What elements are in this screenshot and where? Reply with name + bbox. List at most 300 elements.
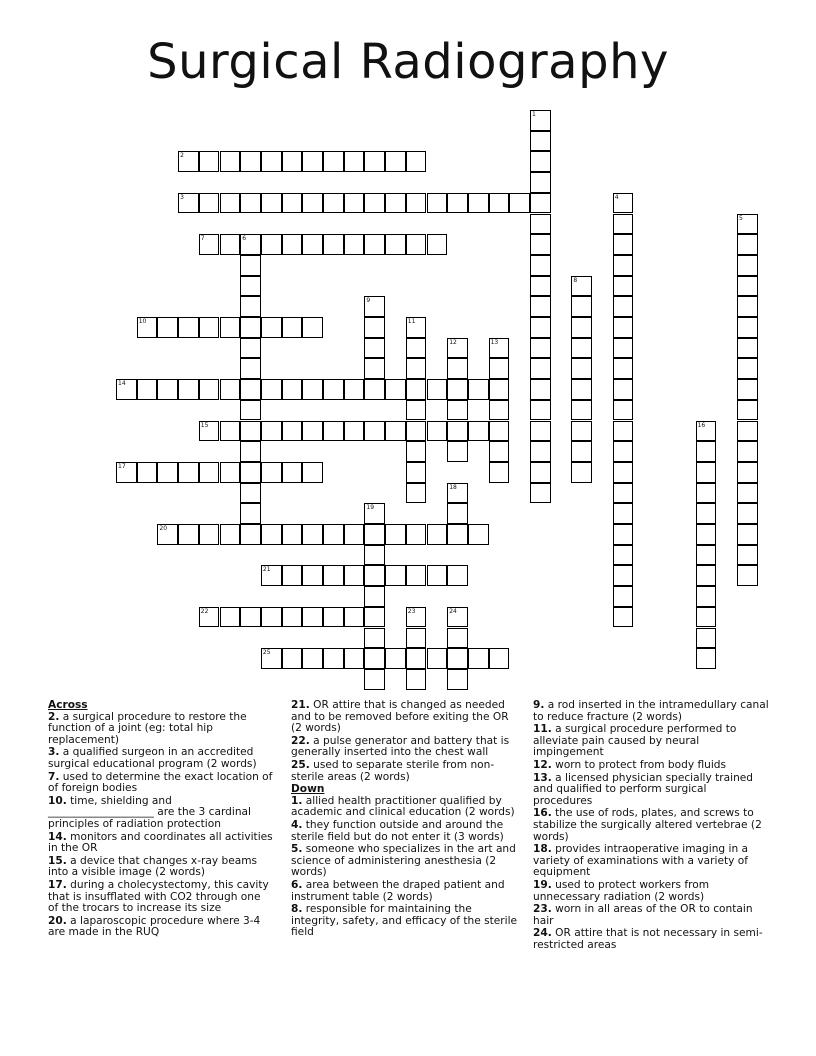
grid-cell[interactable] [261,421,282,442]
grid-cell[interactable] [344,421,365,442]
grid-cell[interactable] [220,151,241,172]
grid-cell[interactable] [447,565,468,586]
grid-cell[interactable] [178,193,199,214]
grid-cell[interactable] [737,421,758,442]
grid-cell[interactable] [696,483,717,504]
grid-cell[interactable] [240,462,261,483]
grid-cell[interactable] [240,338,261,359]
clue-text: a surgical procedure performed to alleviate pain caused by neural impingement [533,723,737,759]
grid-cell[interactable] [509,193,530,214]
clues-column-3 [533,700,769,952]
grid-cell[interactable] [489,358,510,379]
clue-number-label: 16. [533,807,552,820]
grid-cell[interactable] [385,151,406,172]
grid-cell[interactable] [240,607,261,628]
grid-cell[interactable] [178,524,199,545]
grid-cell[interactable] [282,317,303,338]
grid-cell[interactable] [199,462,220,483]
clue-text: provides intraoperative imaging in a variety of examinations with a variety of equipment [533,843,749,879]
grid-cell[interactable] [364,379,385,400]
grid-cell[interactable] [447,648,468,669]
grid-cell[interactable] [364,503,385,524]
grid-cell[interactable] [613,503,634,524]
grid-cell[interactable] [220,462,241,483]
grid-cell[interactable] [220,234,241,255]
grid-cell[interactable] [613,234,634,255]
clue-item [291,880,519,903]
clue-text: they function outside and around the sterile field but do not enter it (3 words) [291,818,504,843]
grid-cell[interactable] [240,151,261,172]
clue-text: the use of rods, plates, and screws to stabilize the surgically altered vertebrae (2 words) [533,807,762,843]
grid-cell[interactable] [737,462,758,483]
grid-cell[interactable] [737,317,758,338]
clue-text: used to protect workers from unnecessary radiation (2 words) [533,878,710,903]
grid-cell[interactable] [406,379,427,400]
grid-cell[interactable] [406,317,427,338]
grid-cell[interactable] [737,296,758,317]
grid-cell[interactable] [530,214,551,235]
grid-cell[interactable] [199,193,220,214]
grid-cell[interactable] [530,358,551,379]
grid-cell[interactable] [364,296,385,317]
grid-cell[interactable] [282,379,303,400]
grid-cell[interactable] [530,421,551,442]
clue-item [533,700,769,723]
grid-cell[interactable] [737,276,758,297]
grid-cell[interactable] [613,214,634,235]
grid-cell[interactable] [323,193,344,214]
grid-cell[interactable] [530,234,551,255]
grid-cell[interactable] [571,296,592,317]
grid-cell[interactable] [302,648,323,669]
clue-number: 23 [407,607,416,615]
grid-cell[interactable] [447,669,468,690]
grid-cell[interactable] [468,648,489,669]
grid-cell[interactable] [530,255,551,276]
grid-cell[interactable] [696,524,717,545]
grid-cell[interactable] [302,421,323,442]
clue-text: OR attire that is changed as needed and to be removed before exiting the OR (2 words) [291,699,509,735]
grid-cell[interactable] [427,234,448,255]
grid-cell[interactable] [364,317,385,338]
grid-cell[interactable] [282,193,303,214]
grid-cell[interactable] [613,379,634,400]
grid-cell[interactable] [178,151,199,172]
clue-text: used to separate sterile from non-sterile areas (2 words) [291,758,495,783]
grid-cell[interactable] [406,648,427,669]
grid-cell[interactable] [406,400,427,421]
grid-cell[interactable] [261,565,282,586]
grid-cell[interactable] [406,462,427,483]
grid-cell[interactable] [696,565,717,586]
grid-cell[interactable] [696,462,717,483]
clue-number-label: 22. [291,734,310,747]
grid-cell[interactable] [302,524,323,545]
grid-cell[interactable] [571,400,592,421]
grid-cell[interactable] [406,358,427,379]
grid-cell[interactable] [323,151,344,172]
grid-cell[interactable] [447,379,468,400]
clue-number: 11 [407,318,416,325]
grid-cell[interactable] [696,441,717,462]
grid-cell[interactable] [240,503,261,524]
grid-cell[interactable] [447,338,468,359]
grid-cell[interactable] [737,565,758,586]
grid-cell[interactable] [282,151,303,172]
grid-cell[interactable] [385,648,406,669]
grid-cell[interactable] [240,255,261,276]
grid-cell[interactable] [737,483,758,504]
grid-cell[interactable] [261,524,282,545]
grid-cell[interactable] [447,358,468,379]
grid-cell[interactable] [302,234,323,255]
grid-cell[interactable] [302,193,323,214]
grid-cell[interactable] [737,379,758,400]
grid-cell[interactable] [427,193,448,214]
grid-cell[interactable] [447,628,468,649]
grid-cell[interactable] [613,565,634,586]
grid-cell[interactable] [613,607,634,628]
grid-cell[interactable] [530,441,551,462]
grid-cell[interactable] [696,586,717,607]
grid-cell[interactable] [261,234,282,255]
grid-cell[interactable] [302,607,323,628]
grid-cell[interactable] [613,296,634,317]
grid-cell[interactable] [385,524,406,545]
grid-cell[interactable] [571,379,592,400]
clue-number: 2 [180,152,184,160]
grid-cell[interactable] [364,358,385,379]
grid-cell[interactable] [344,193,365,214]
grid-cell[interactable] [530,151,551,172]
grid-cell[interactable] [571,317,592,338]
clue-item [533,773,769,808]
grid-cell[interactable] [571,421,592,442]
grid-cell[interactable] [364,669,385,690]
grid-cell[interactable] [427,421,448,442]
grid-cell[interactable] [489,441,510,462]
grid-cell[interactable] [240,358,261,379]
grid-cell[interactable] [737,441,758,462]
grid-cell[interactable] [571,338,592,359]
clue-number: 4 [614,193,619,201]
grid-cell[interactable] [447,607,468,628]
grid-cell[interactable] [282,524,303,545]
grid-cell[interactable] [364,421,385,442]
grid-cell[interactable] [240,524,261,545]
grid-cell[interactable] [240,421,261,442]
grid-cell[interactable] [364,607,385,628]
grid-cell[interactable] [364,586,385,607]
grid-cell[interactable] [178,379,199,400]
grid-cell[interactable] [530,462,551,483]
grid-cell[interactable] [385,379,406,400]
clue-item [291,820,519,843]
grid-cell[interactable] [364,338,385,359]
grid-cell[interactable] [468,524,489,545]
grid-cell[interactable] [406,669,427,690]
grid-cell[interactable] [613,338,634,359]
grid-cell[interactable] [427,565,448,586]
grid-cell[interactable] [696,421,717,442]
grid-cell[interactable] [613,545,634,566]
grid-cell[interactable] [613,276,634,297]
grid-cell[interactable] [406,193,427,214]
grid-cell[interactable] [240,483,261,504]
grid-cell[interactable] [282,648,303,669]
grid-cell[interactable] [220,607,241,628]
grid-cell[interactable] [530,296,551,317]
grid-cell[interactable] [696,607,717,628]
grid-cell[interactable] [240,441,261,462]
clue-item [291,700,519,735]
grid-cell[interactable] [240,276,261,297]
grid-cell[interactable] [344,648,365,669]
grid-cell[interactable] [447,400,468,421]
grid-cell[interactable] [613,358,634,379]
grid-cell[interactable] [116,462,137,483]
grid-cell[interactable] [489,421,510,442]
grid-cell[interactable] [282,462,303,483]
grid-cell[interactable] [696,628,717,649]
clue-number: 20 [159,525,168,532]
grid-cell[interactable] [406,607,427,628]
clue-number-label: 7. [48,770,60,783]
grid-cell[interactable] [737,524,758,545]
grid-cell[interactable] [447,421,468,442]
grid-cell[interactable] [737,338,758,359]
grid-cell[interactable] [447,193,468,214]
grid-cell[interactable] [406,441,427,462]
grid-cell[interactable] [240,317,261,338]
grid-cell[interactable] [344,607,365,628]
grid-cell[interactable] [364,648,385,669]
grid-cell[interactable] [261,462,282,483]
grid-cell[interactable] [385,193,406,214]
grid-cell[interactable] [737,214,758,235]
grid-cell[interactable] [199,607,220,628]
grid-cell[interactable] [737,255,758,276]
grid-cell[interactable] [344,379,365,400]
grid-cell[interactable] [220,317,241,338]
grid-cell[interactable] [385,421,406,442]
grid-cell[interactable] [364,234,385,255]
grid-cell[interactable] [364,565,385,586]
clue-number: 21 [262,566,271,574]
grid-cell[interactable] [468,379,489,400]
clue-number: 19 [366,504,375,512]
grid-cell[interactable] [344,565,365,586]
grid-cell[interactable] [323,565,344,586]
clue-item [291,736,519,759]
grid-cell[interactable] [489,400,510,421]
clue-number-label: 8. [291,903,303,916]
grid-cell[interactable] [323,607,344,628]
grid-cell[interactable] [137,317,158,338]
grid-cell[interactable] [613,586,634,607]
grid-cell[interactable] [696,545,717,566]
grid-cell[interactable] [261,379,282,400]
clue-number: 7 [200,235,205,243]
grid-cell[interactable] [489,379,510,400]
grid-cell[interactable] [323,648,344,669]
grid-cell[interactable] [302,379,323,400]
grid-cell[interactable] [571,441,592,462]
grid-cell[interactable] [199,421,220,442]
grid-cell[interactable] [427,524,448,545]
clue-number: 5 [739,214,743,222]
grid-cell[interactable] [737,503,758,524]
grid-cell[interactable] [406,234,427,255]
grid-cell[interactable] [737,545,758,566]
grid-cell[interactable] [261,193,282,214]
clues-column-1 [48,700,274,940]
grid-cell[interactable] [737,358,758,379]
grid-cell[interactable] [427,648,448,669]
grid-cell[interactable] [447,483,468,504]
grid-cell[interactable] [178,317,199,338]
grid-cell[interactable] [530,317,551,338]
grid-cell[interactable] [406,338,427,359]
clue-number-label: 1. [291,794,303,807]
grid-cell[interactable] [406,628,427,649]
grid-cell[interactable] [157,462,178,483]
clue-number: 3 [180,193,184,201]
grid-cell[interactable] [282,421,303,442]
grid-cell[interactable] [323,421,344,442]
grid-cell[interactable] [696,648,717,669]
grid-cell[interactable] [468,193,489,214]
clue-item [48,856,274,879]
grid-cell[interactable] [323,524,344,545]
grid-cell[interactable] [364,193,385,214]
grid-cell[interactable] [157,317,178,338]
grid-cell[interactable] [199,234,220,255]
grid-cell[interactable] [613,421,634,442]
grid-cell[interactable] [571,276,592,297]
grid-cell[interactable] [530,131,551,152]
grid-cell[interactable] [530,193,551,214]
grid-cell[interactable] [220,379,241,400]
grid-cell[interactable] [137,379,158,400]
grid-cell[interactable] [344,524,365,545]
grid-cell[interactable] [530,172,551,193]
grid-cell[interactable] [468,421,489,442]
grid-cell[interactable] [302,151,323,172]
clue-number-label: 17. [48,878,67,891]
grid-cell[interactable] [737,400,758,421]
grid-cell[interactable] [220,524,241,545]
grid-cell[interactable] [261,151,282,172]
grid-cell[interactable] [530,379,551,400]
clue-number-label: 21. [291,699,310,711]
clue-number: 24 [449,607,457,615]
grid-cell[interactable] [406,151,427,172]
grid-cell[interactable] [261,317,282,338]
grid-cell[interactable] [261,648,282,669]
grid-cell[interactable] [282,234,303,255]
grid-cell[interactable] [240,400,261,421]
grid-cell[interactable] [240,234,261,255]
grid-cell[interactable] [613,441,634,462]
grid-cell[interactable] [530,483,551,504]
grid-cell[interactable] [406,421,427,442]
grid-cell[interactable] [364,628,385,649]
grid-cell[interactable] [530,338,551,359]
clue-number-label: 6. [291,878,303,891]
grid-cell[interactable] [385,565,406,586]
grid-cell[interactable] [344,234,365,255]
grid-cell[interactable] [530,110,551,131]
grid-cell[interactable] [613,462,634,483]
grid-cell[interactable] [489,462,510,483]
grid-cell[interactable] [157,524,178,545]
grid-cell[interactable] [530,400,551,421]
grid-cell[interactable] [240,193,261,214]
grid-cell[interactable] [302,317,323,338]
grid-cell[interactable] [530,276,551,297]
grid-cell[interactable] [323,379,344,400]
grid-cell[interactable] [613,400,634,421]
grid-cell[interactable] [613,524,634,545]
grid-cell[interactable] [385,234,406,255]
grid-cell[interactable] [613,255,634,276]
grid-cell[interactable] [199,151,220,172]
grid-cell[interactable] [302,565,323,586]
grid-cell[interactable] [344,151,365,172]
grid-cell[interactable] [157,379,178,400]
grid-cell[interactable] [447,503,468,524]
grid-cell[interactable] [220,193,241,214]
grid-cell[interactable] [571,462,592,483]
grid-cell[interactable] [406,524,427,545]
clue-number: 25 [262,649,271,657]
grid-cell[interactable] [282,565,303,586]
grid-cell[interactable] [240,379,261,400]
grid-cell[interactable] [406,483,427,504]
grid-cell[interactable] [489,338,510,359]
grid-cell[interactable] [199,379,220,400]
grid-cell[interactable] [240,296,261,317]
grid-cell[interactable] [447,524,468,545]
grid-cell[interactable] [323,234,344,255]
grid-cell[interactable] [489,648,510,669]
grid-cell[interactable] [282,607,303,628]
grid-cell[interactable] [302,462,323,483]
grid-cell[interactable] [116,379,137,400]
grid-cell[interactable] [696,503,717,524]
grid-cell[interactable] [737,234,758,255]
grid-cell[interactable] [489,193,510,214]
grid-cell[interactable] [178,462,199,483]
grid-cell[interactable] [447,441,468,462]
grid-cell[interactable] [613,483,634,504]
grid-cell[interactable] [137,462,158,483]
grid-cell[interactable] [261,607,282,628]
grid-cell[interactable] [406,565,427,586]
grid-cell[interactable] [427,379,448,400]
grid-cell[interactable] [364,545,385,566]
down-heading: Down [291,783,325,796]
grid-cell[interactable] [364,151,385,172]
grid-cell[interactable] [220,421,241,442]
grid-cell[interactable] [364,524,385,545]
grid-cell[interactable] [199,317,220,338]
grid-cell[interactable] [571,358,592,379]
grid-cell[interactable] [613,317,634,338]
grid-cell[interactable] [613,193,634,214]
grid-cell[interactable] [199,524,220,545]
